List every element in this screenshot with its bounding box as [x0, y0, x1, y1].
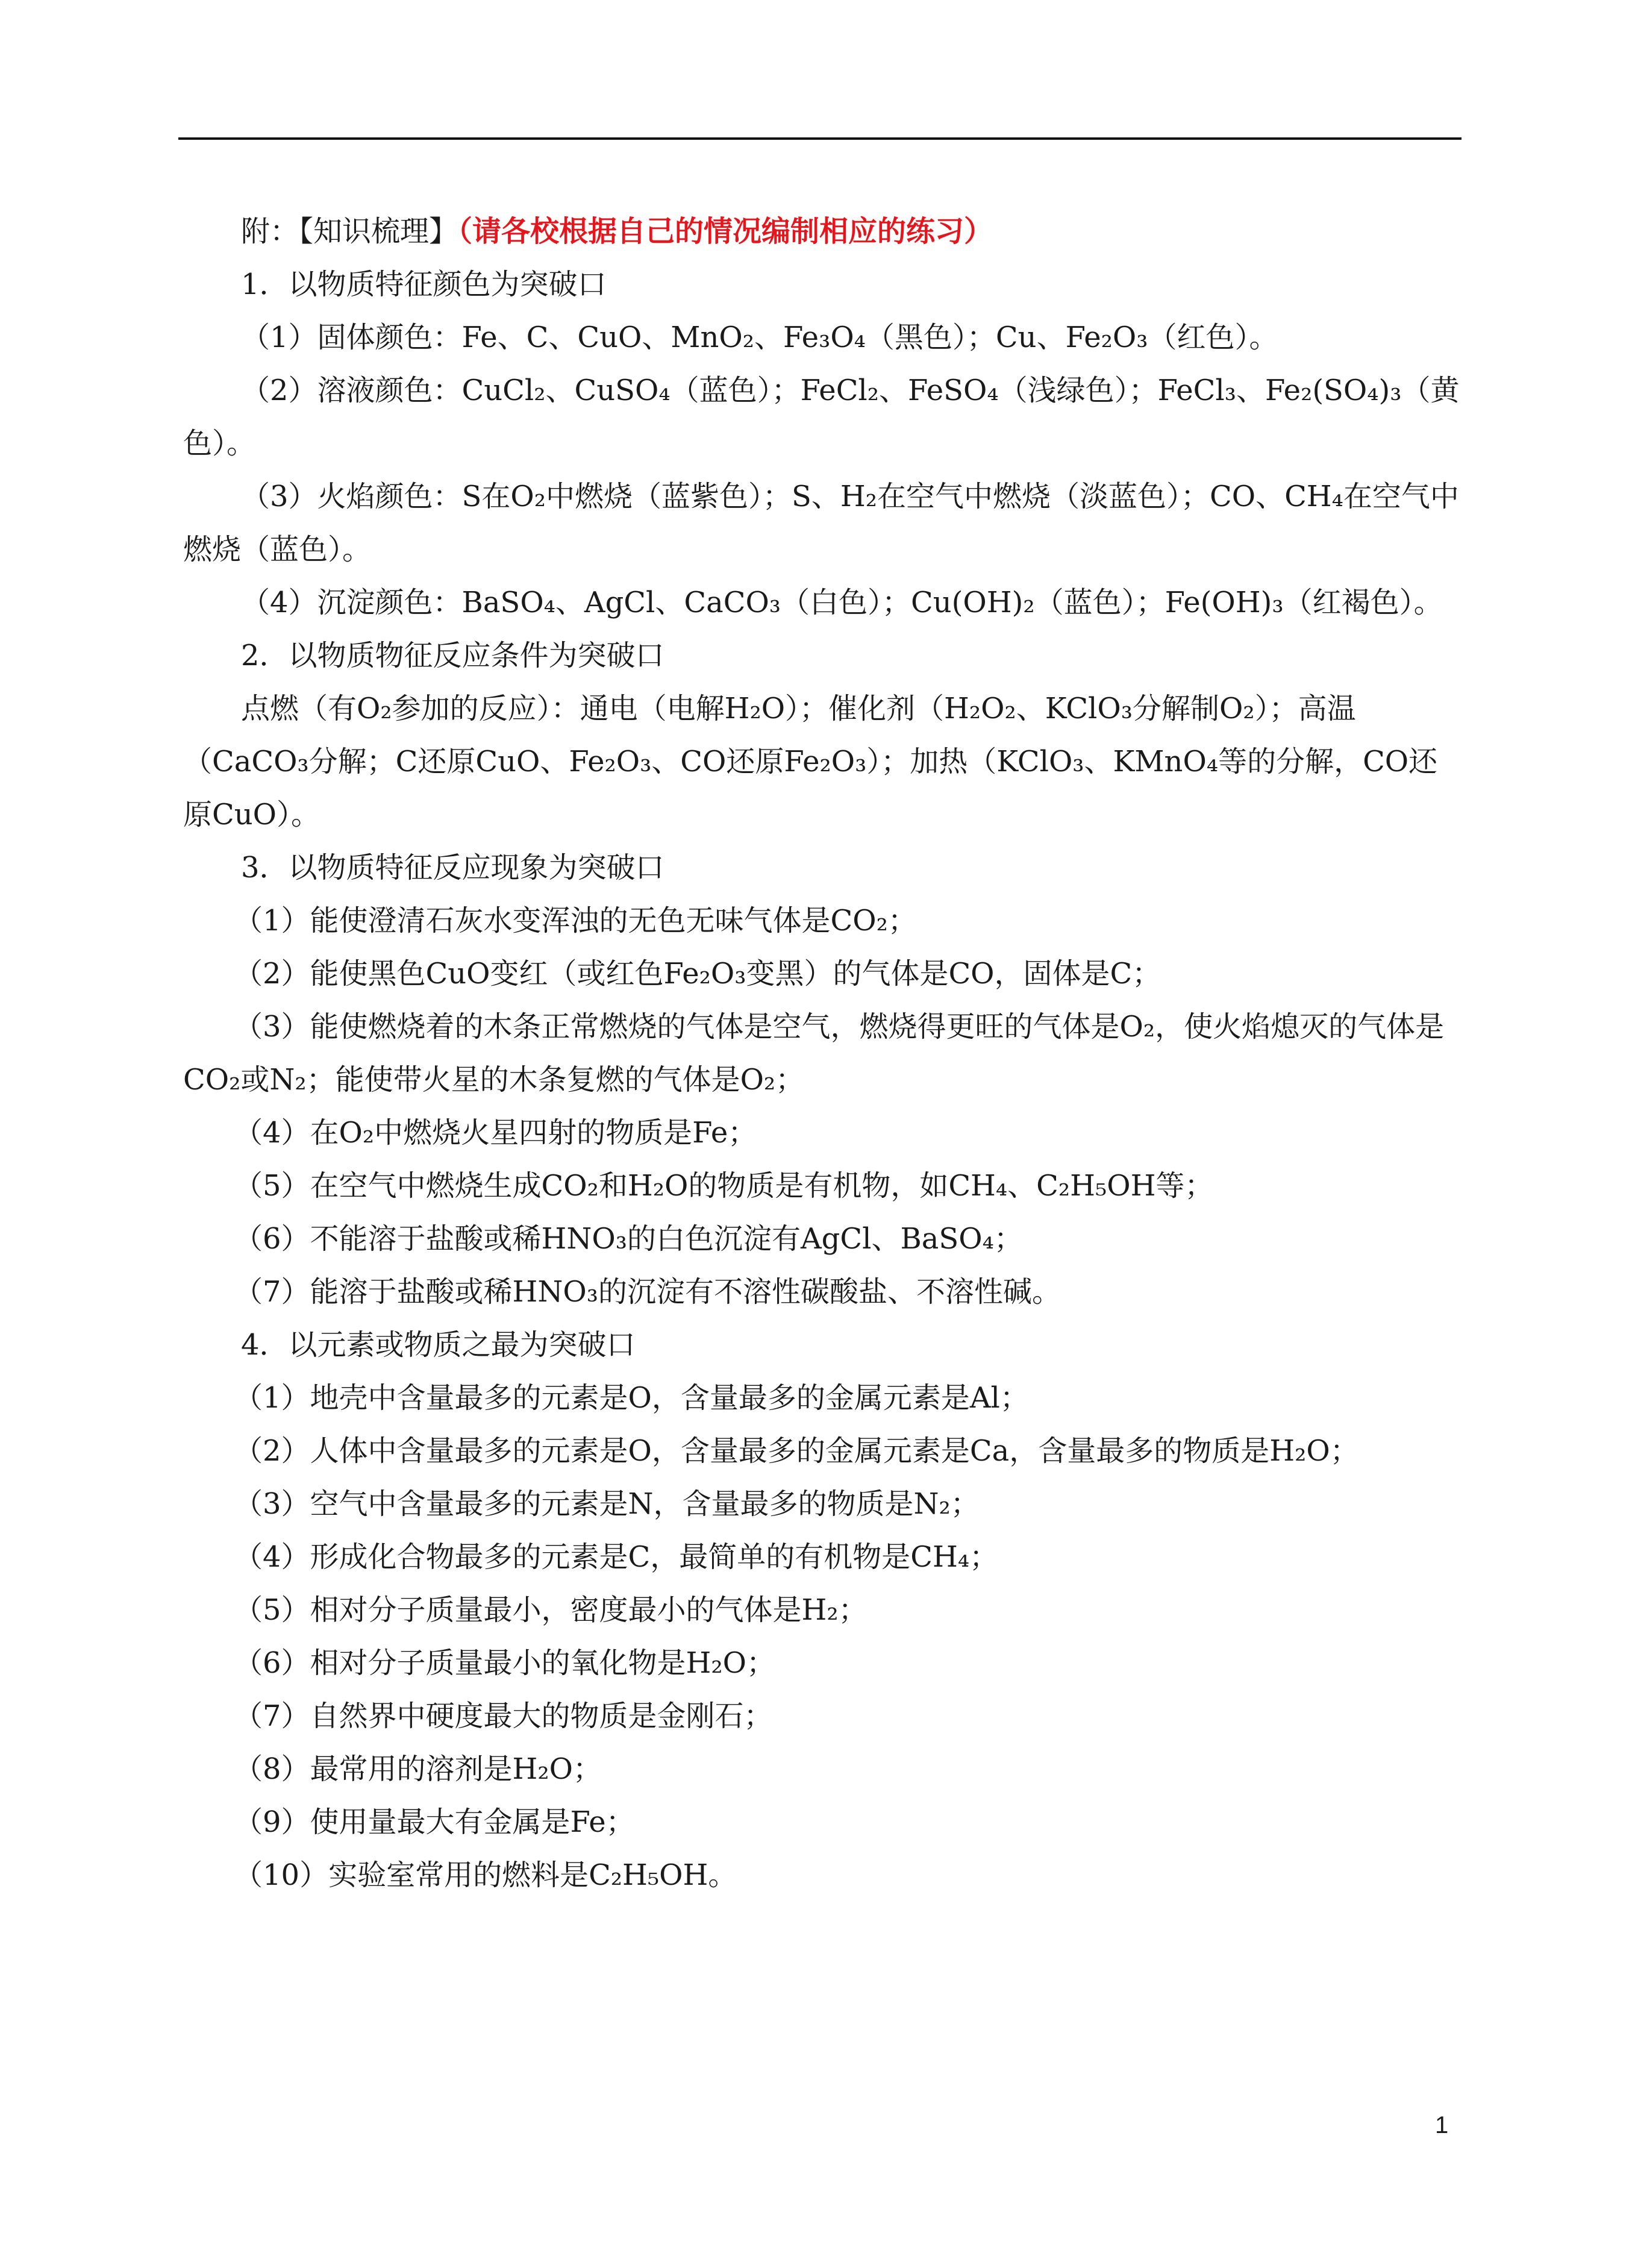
list-item: 点燃（有O₂参加的反应）：通电（电解H₂O）；催化剂（H₂O₂、KClO₃分解制O₂）；高温（CaCO₃分解；C还原CuO、Fe₂O₃、CO还原Fe₂O₃）；加热（KClO₃、KMnO₄等的分解，CO还原CuO）。: [183, 692, 1438, 832]
document-body: [183, 205, 1460, 1902]
list-item: （2）人体中含量最多的元素是O，含量最多的金属元素是Ca，含量最多的物质是H₂O；: [234, 1434, 1359, 1468]
list-item: （5）在空气中燃烧生成CO₂和H₂O的物质是有机物，如CH₄、C₂H₅OH等；: [234, 1169, 1214, 1203]
list-item: （5）相对分子质量最小，密度最小的气体是H₂；: [234, 1593, 868, 1627]
section-title: 2．以物质物征反应条件为突破口: [241, 639, 664, 672]
list-item: （3）空气中含量最多的元素是N，含量最多的物质是N₂；: [234, 1487, 980, 1521]
section-title: 4．以元素或物质之最为突破口: [241, 1328, 636, 1362]
list-item: （1）能使澄清石灰水变浑浊的无色无味气体是CO₂；: [234, 904, 917, 938]
list-item: （10）实验室常用的燃料是C₂H₅OH。: [234, 1858, 737, 1892]
list-item: （4）形成化合物最多的元素是C，最简单的有机物是CH₄；: [234, 1540, 999, 1574]
heading-prefix: 附：【知识梳理】: [241, 215, 458, 248]
heading-note: （请各校根据自己的情况编制相应的练习）: [458, 215, 993, 248]
list-item: （7）自然界中硬度最大的物质是金刚石；: [234, 1699, 773, 1733]
list-item: （3）火焰颜色：S在O₂中燃烧（蓝紫色）；S、H₂在空气中燃烧（淡蓝色）；CO、CH₄在空气中燃烧（蓝色）。: [183, 480, 1459, 566]
list-item: （4）在O₂中燃烧火星四射的物质是Fe；: [234, 1116, 757, 1150]
list-item: （6）不能溶于盐酸或稀HNO₃的白色沉淀有AgCl、BaSO₄；: [234, 1222, 1023, 1256]
list-item: （4）沉淀颜色：BaSO₄、AgCl、CaCO₃（白色）；Cu(OH)₂（蓝色）；Fe(OH)₃（红褐色）。: [241, 586, 1443, 619]
knowledge-heading: [183, 205, 1460, 258]
section-title: 3．以物质特征反应现象为突破口: [241, 851, 664, 885]
header-rule: [178, 137, 1461, 140]
list-item: （9）使用量最大有金属是Fe；: [234, 1805, 635, 1839]
page-number: 1: [1435, 2112, 1449, 2138]
list-item: （7）能溶于盐酸或稀HNO₃的沉淀有不溶性碳酸盐、不溶性碱。: [234, 1275, 1061, 1309]
list-item: （2）能使黑色CuO变红（或红色Fe₂O₃变黑）的气体是CO，固体是C；: [234, 957, 1161, 991]
list-item: （1）地壳中含量最多的元素是O，含量最多的金属元素是Al；: [234, 1381, 1029, 1415]
list-item: （1）固体颜色：Fe、C、CuO、MnO₂、Fe₃O₄（黑色）；Cu、Fe₂O₃（红色）。: [241, 321, 1278, 354]
list-item: （3）能使燃烧着的木条正常燃烧的气体是空气，燃烧得更旺的气体是O₂，使火焰熄灭的气体是CO₂或N₂；能使带火星的木条复燃的气体是O₂；: [183, 1010, 1445, 1097]
list-item: （6）相对分子质量最小的氧化物是H₂O；: [234, 1646, 775, 1680]
list-item: （8）最常用的溶剂是H₂O；: [234, 1752, 602, 1786]
list-item: （2）溶液颜色：CuCl₂、CuSO₄（蓝色）；FeCl₂、FeSO₄（浅绿色）；FeCl₃、Fe₂(SO₄)₃（黄色）。: [183, 374, 1460, 460]
section-title: 1．以物质特征颜色为突破口: [241, 268, 607, 301]
